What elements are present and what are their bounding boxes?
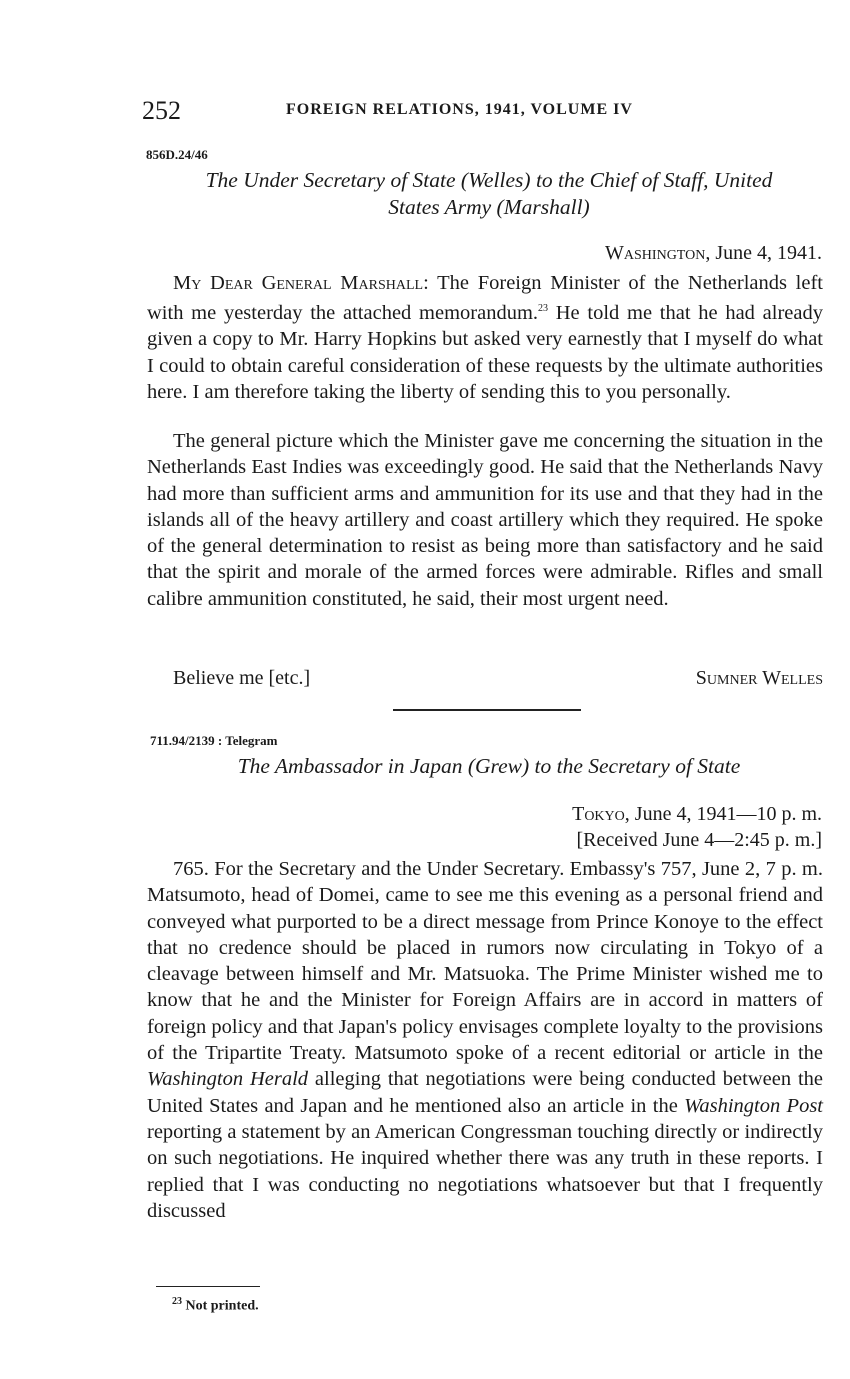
footnote-mark: 23 — [172, 1296, 182, 1307]
newspaper-name-2: Washington Post — [684, 1094, 824, 1117]
telegram-received: [Received June 4—2:45 p. m.] — [576, 829, 822, 851]
telegram-date: , June 4, 1941—10 p. m. — [624, 803, 822, 825]
telegram-paragraph — [147, 856, 823, 1224]
salutation: My Dear General Marshall — [173, 272, 424, 294]
telegram-text-b: alleging that negotiations were being conducted between the United States and Japan and he mentioned also an article in the — [147, 1068, 823, 1117]
paragraph-1-rest: He told me that he had already given a copy to Mr. Harry Hopkins but asked very earnestly that I myself do what I could to obtain careful consideration of these requests by the ultimate authorities here. I am therefore taking the liberty of sending this to you personally. — [147, 302, 823, 404]
dateline-place: Washington — [605, 242, 706, 264]
footnote — [172, 1296, 259, 1315]
running-header — [142, 96, 832, 130]
running-title: FOREIGN RELATIONS, 1941, VOLUME IV — [286, 101, 633, 118]
telegram-dateline — [572, 801, 822, 853]
telegram-text-c: reporting a statement by an American Congressman touching directly or indirectly on such negotiations. He inquired whether there was any truth in these reports. I replied that I was conducting no negotiations whatsoever but that I frequently discussed — [147, 1120, 823, 1222]
footnote-reference: 23 — [538, 303, 549, 315]
telegram-dateline-sent — [572, 801, 822, 827]
footnote-text: Not printed. — [182, 1298, 259, 1314]
letter-paragraph-1 — [147, 270, 823, 405]
dateline-date: , June 4, 1941. — [705, 242, 822, 264]
telegram-place: Tokyo — [572, 803, 625, 825]
file-number: 856D.24/46 — [146, 147, 208, 162]
closing: Believe me [etc.] — [173, 667, 311, 689]
document-title-line1: The Under Secretary of State (Welles) to the Chief of Staff, United — [205, 168, 773, 192]
telegram-text-a: 765. For the Secretary and the Under Secretary. Embassy's 757, June 2, 7 p. m. Matsumoto, head of Domei, came to see me this evening as a personal friend and conveyed what purported to be a direct message from Prince Konoye to the effect that no credence should be placed in rumors now circulating in Tokyo of a cleavage between himself and Mr. Matsuoka. The Prime Minister wished me to know that he and the Minister for Foreign Affairs are in accord in matters of foreign policy and that Japan's policy envisages complete loyalty to the provisions of the Tripartite Treaty. Matsumoto spoke of a recent editorial or article in the — [147, 858, 823, 1065]
document-title-line2: States Army (Marshall) — [388, 195, 590, 219]
document-title — [144, 167, 834, 221]
section-divider — [393, 709, 581, 711]
newspaper-name-1: Washington Herald — [147, 1068, 309, 1091]
dateline — [605, 240, 822, 266]
telegram-title: The Ambassador in Japan (Grew) to the Secretary of State — [237, 754, 741, 778]
footnote-divider — [156, 1286, 260, 1287]
paragraph-1-body: : The Foreign Minister of the Netherlands left with me yesterday the attached memorandum. — [147, 272, 824, 325]
telegram-file-number: 711.94/2139 : Telegram — [150, 733, 278, 748]
signature: Sumner Welles — [695, 667, 823, 689]
letter-paragraph-2: The general picture which the Minister gave me concerning the situation in the Netherlands East Indies was exceedingly good. He said that the Netherlands Navy had more than sufficient arms and ammunition for its use and that they had in the islands all of the heavy artillery and coast artillery which they required. He spoke of the general determination to resist as being more than satisfactory and he said that the spirit and morale of the armed forces were admirable. Rifles and small calibre ammunition constituted, he said, their most urgent need. — [147, 430, 823, 610]
page-number: 252 — [142, 96, 181, 125]
